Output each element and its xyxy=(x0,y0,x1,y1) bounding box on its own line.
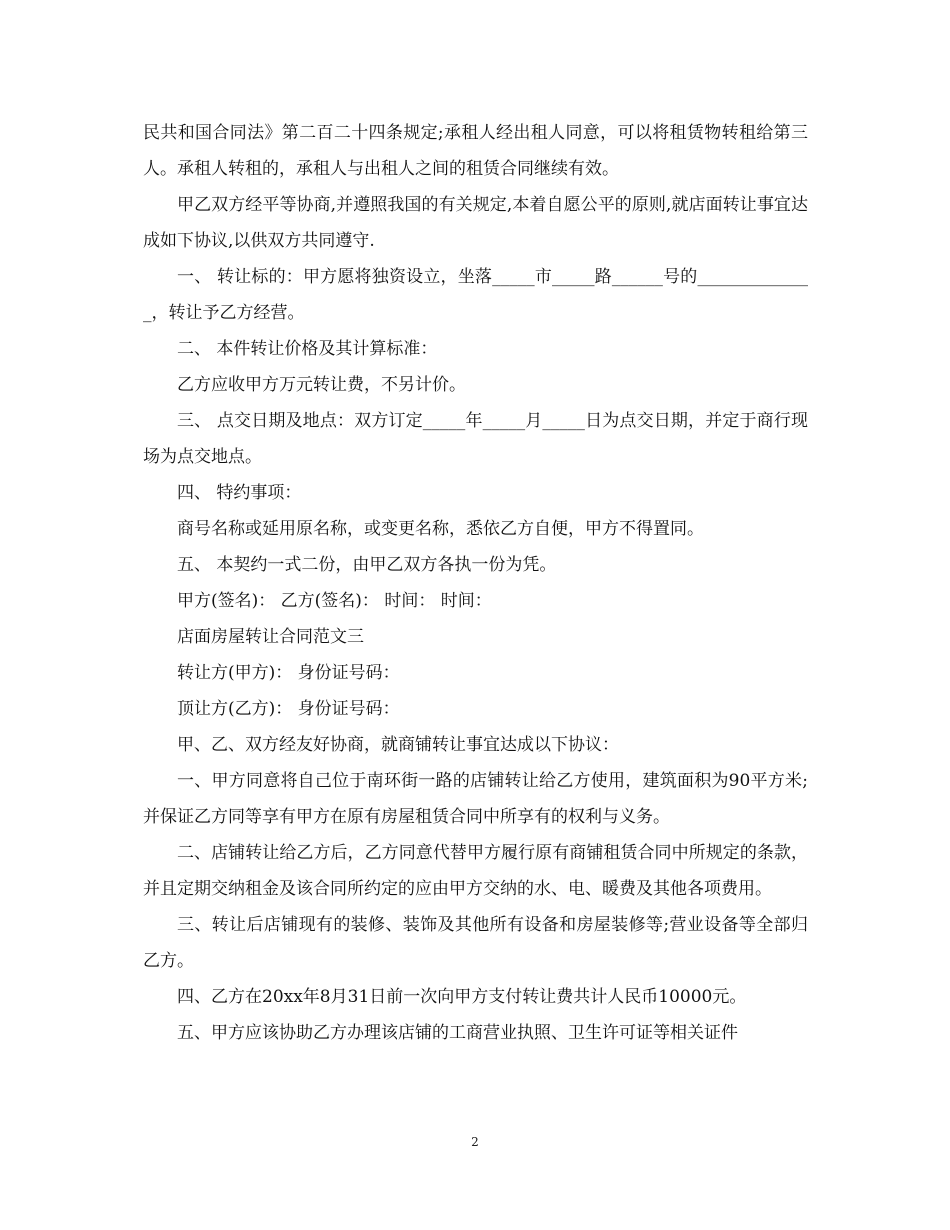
paragraph-5: 乙方应收甲方万元转让费，不另计价。 xyxy=(177,375,466,395)
paragraph-8: 商号名称或延用原名称，或变更名称，悉依乙方自便，甲方不得置同。 xyxy=(177,519,704,539)
paragraph-3: 一、 转让标的：甲方愿将独资设立，坐落_____市_____路______号的______________，转让予乙方经营。 xyxy=(143,267,808,323)
paragraph-6: 三、 点交日期及地点：双方订定_____年_____月_____日为点交日期，并定于商行现场为点交地点。 xyxy=(143,411,808,467)
paragraph-2: 甲乙双方经平等协商,并遵照我国的有关规定,本着自愿公平的原则,就店面转让事宜达成如下协议,以供双方共同遵守. xyxy=(143,195,808,251)
paragraph-18: 四、乙方在20xx年8月31日前一次向甲方支付转让费共计人民币10000元。 xyxy=(177,987,747,1007)
paragraph-1: 民共和国合同法》第二百二十四条规定;承租人经出租人同意，可以将租赁物转租给第三人。承租人转租的，承租人与出租人之间的租赁合同继续有效。 xyxy=(143,123,808,179)
paragraph-10: 甲方(签名)： 乙方(签名)： 时间： 时间： xyxy=(177,591,492,611)
paragraph-16: 二、店铺转让给乙方后，乙方同意代替甲方履行原有商铺租赁合同中所规定的条款，并且定期交纳租金及该合同所约定的应由甲方交纳的水、电、暖费及其他各项费用。 xyxy=(143,843,808,899)
document-body xyxy=(143,115,808,1051)
paragraph-15: 一、甲方同意将自己位于南环街一路的店铺转让给乙方使用，建筑面积为90平方米;并保证乙方同等享有甲方在原有房屋租赁合同中所享有的权利与义务。 xyxy=(143,771,808,827)
paragraph-7: 四、 特约事项： xyxy=(177,483,302,503)
page-number: 2 xyxy=(471,1135,479,1149)
paragraph-13: 顶让方(乙方)： 身份证号码： xyxy=(177,699,400,719)
paragraph-14: 甲、乙、双方经友好协商，就商铺转让事宜达成以下协议： xyxy=(177,735,619,755)
paragraph-12: 转让方(甲方)： 身份证号码： xyxy=(177,663,400,683)
paragraph-17: 三、转让后店铺现有的装修、装饰及其他所有设备和房屋装修等;营业设备等全部归乙方。 xyxy=(143,915,808,971)
paragraph-19: 五、甲方应该协助乙方办理该店铺的工商营业执照、卫生许可证等相关证件 xyxy=(177,1023,738,1043)
paragraph-11: 店面房屋转让合同范文三 xyxy=(177,627,364,647)
paragraph-9: 五、 本契约一式二份，由甲乙双方各执一份为凭。 xyxy=(177,555,557,575)
paragraph-4: 二、 本件转让价格及其计算标准： xyxy=(177,339,438,359)
